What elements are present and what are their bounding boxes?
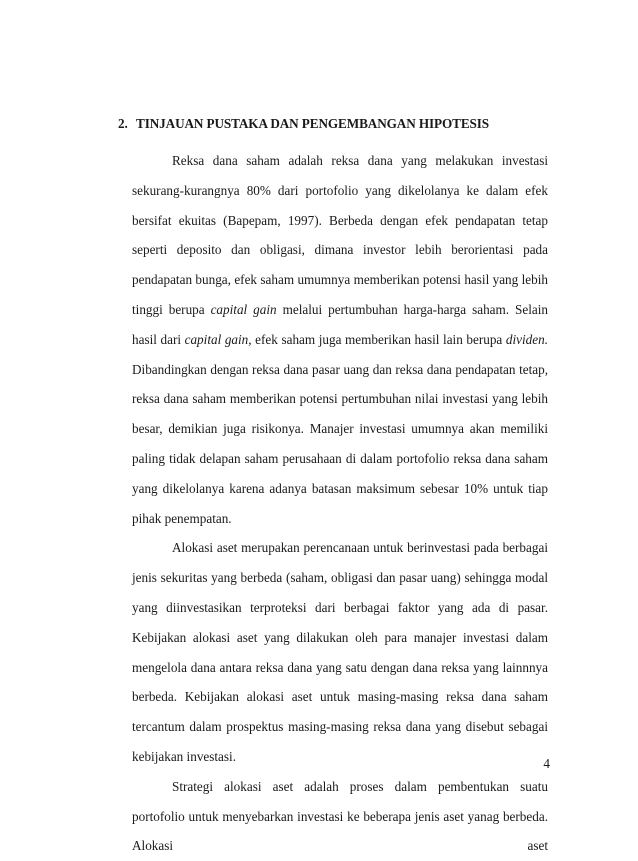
section-title: TINJAUAN PUSTAKA DAN PENGEMBANGAN HIPOTESIS — [136, 116, 490, 131]
paragraph-2: Alokasi aset merupakan perencanaan untuk berinvestasi pada berbagai jenis sekuritas yang berbeda (saham, obligasi dan pasar uang) sehingga modal yang diinvestasikan terproteksi dari berbagai faktor yang ada di pasar. Kebijakan alokasi aset yang dilakukan oleh para manajer investasi dalam mengelola dana antara reksa dana yang satu dengan dana reksa yang lainnnya berbeda. Kebijakan alokasi aset untuk masing-masing reksa dana saham tercantum dalam prospektus masing-masing reksa dana yang disebut sebagai kebijakan investasi. — [132, 540, 548, 764]
paragraph-1-text-g: Dibandingkan dengan reksa dana pasar uang dan reksa dana pendapatan tetap, reksa dana saham memberikan potensi pertumbuhan nilai investasi yang lebih besar, demikian juga risikonya. Manajer investasi umumnya akan memiliki paling tidak delapan saham perusahaan di dalam portofolio reksa dana saham yang dikelolanya karena adanya batasan maksimum sebesar 10% untuk tiap pihak penempatan. — [132, 361, 548, 526]
paragraph-3: Strategi alokasi aset adalah proses dalam pembentukan suatu portofolio untuk menyebarkan investasi ke beberapa jenis aset yanag berbeda. Alokasi aset — [132, 778, 548, 854]
italic-term: capital gain — [184, 331, 249, 347]
paragraph-1 — [132, 146, 548, 533]
paragraph-1-text-c: melalui pertumbuhan harga-harga saham. Selain hasil dari — [132, 301, 548, 347]
italic-term: capital gain — [210, 301, 277, 317]
section-number: 2. — [118, 116, 128, 131]
body-text — [132, 146, 548, 861]
paragraph-1-text-e: , efek saham juga memberikan hasil lain berupa — [248, 331, 506, 347]
section-heading — [118, 116, 489, 132]
paragraph-1-text-a: Reksa dana saham adalah reksa dana yang melakukan investasi sekurang-kurangnya 80% dari portofolio yang dikelolanya ke dalam efek bersifat ekuitas (Bapepam, 1997). Berbeda dengan efek pendapatan tetap seperti deposito dan obligasi, dimana investor lebih berorientasi pada pendapatan bunga, efek saham umumnya memberikan potensi hasil yang lebih tinggi berupa — [132, 153, 548, 317]
page-number: 4 — [543, 756, 550, 771]
italic-term: dividen. — [505, 331, 549, 347]
